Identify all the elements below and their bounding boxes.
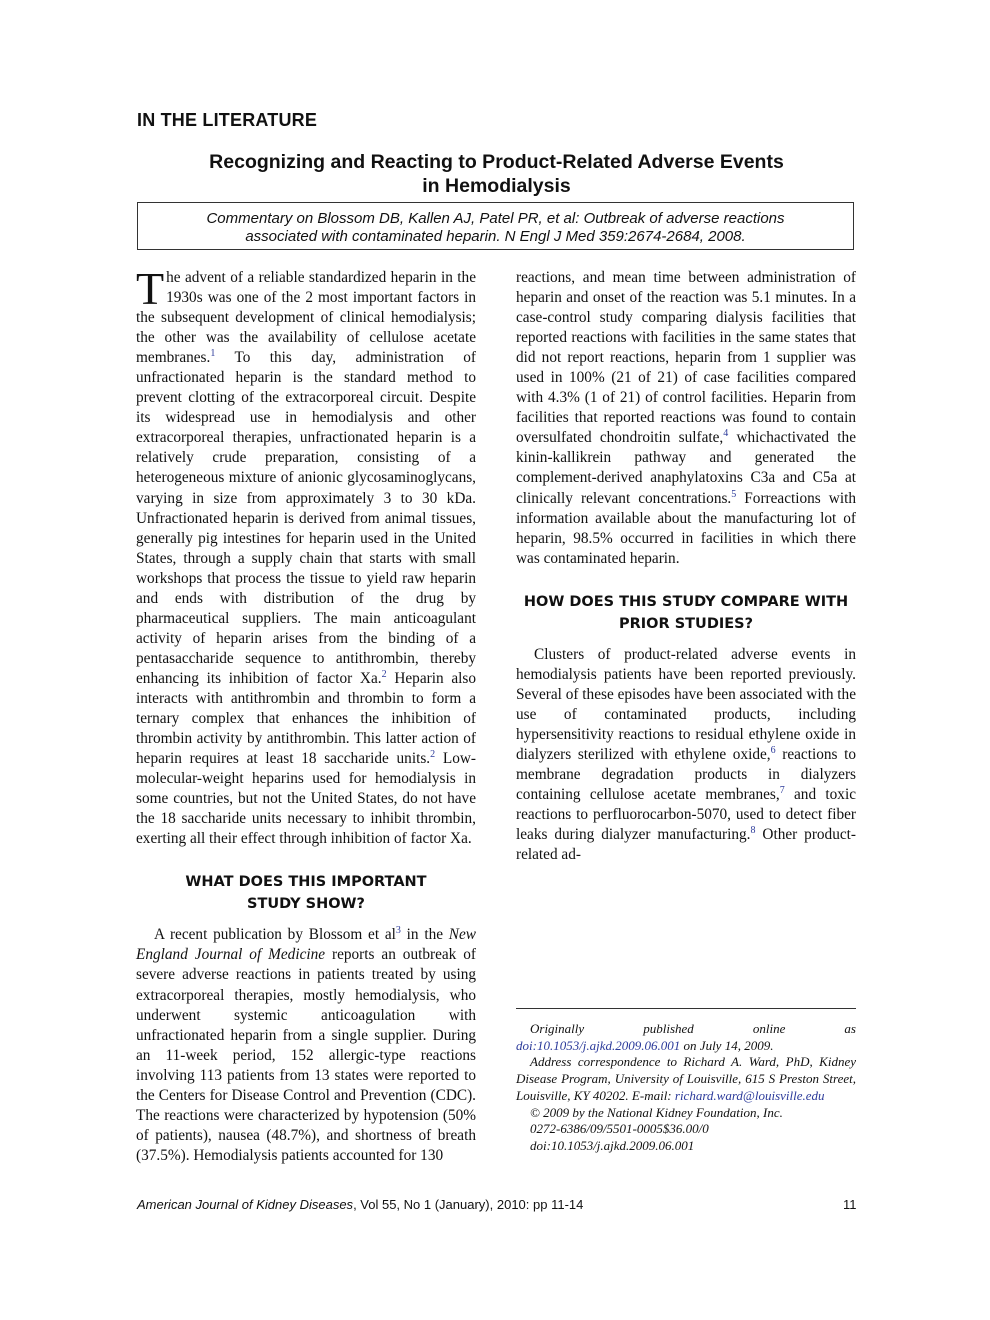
text-run: A recent publication by Blossom et al [154, 926, 396, 944]
text-run: Other product-related ad- [516, 826, 856, 864]
text-run: reactions, and mean time between administration of heparin and onset of the reaction was 5.1 minutes. In a case-control study comparing dialysis facilities that reported reactions with facilities in the same states that did not report reactions, heparin from 1 supplier was used in 100% (21 of 21) of case facilities compared with 4.3% (1 of 21) of control facilities. Heparin from facilities that reported reactions was found to contain oversulfated chondroitin sulfate, [516, 269, 856, 447]
reference-3[interactable]: 3 [395, 925, 401, 937]
footnote-online [516, 1021, 856, 1054]
text-run: and toxic reactions to perfluorocarbon-5070, used to detect fiber leaks during dialyzer manufacturing. [516, 786, 856, 844]
heading-line-2: STUDY SHOW? [247, 896, 365, 913]
footer-citation [137, 1197, 583, 1212]
footnote-address [516, 1054, 856, 1104]
footnote-copyright: © 2009 by the National Kidney Foundation, Inc. [530, 1104, 783, 1120]
paragraph-study [136, 925, 476, 1166]
text-run: which [728, 429, 774, 447]
drop-cap: T [136, 263, 165, 314]
reference-7[interactable]: 7 [779, 785, 785, 797]
reference-8[interactable]: 8 [750, 825, 756, 837]
text-run: Originally published online as [530, 1021, 856, 1036]
footnote-doi: doi:10.1053/j.ajkd.2009.06.001 [530, 1137, 695, 1153]
reference-1[interactable]: 1 [210, 348, 216, 360]
commentary-line-2: associated with contaminated heparin. N Engl J Med 359:2674-2684, 2008. [245, 228, 746, 245]
heading-line-2: PRIOR STUDIES? [618, 615, 754, 632]
reference-2b[interactable]: 2 [430, 749, 436, 761]
section-label: IN THE LITERATURE [137, 110, 318, 130]
journal-name: New England Journal of Medicine [136, 926, 476, 964]
text-run: Heparin also interacts with antithrombin and thrombin to form a ternary complex that enhances the inhibition of thrombin activity by antithrombin. This latter action of heparin requires at least 18 saccharide units. [136, 669, 476, 768]
text-run: Address correspondence to Richard A. Ward, PhD, Kidney Disease Program, University of Louisville, 615 S Preston Street, Louisville, KY 40202. E-mail: [516, 1054, 856, 1103]
paragraph-intro [136, 263, 476, 849]
paragraph-prior-studies [516, 645, 856, 866]
text-run: Low-molecular-weight heparins used for hemodialysis in some countries, but not the United States, do not have the 18 saccharide units necessary to inhibit thrombin, exerting all their effect through inhibition of factor Xa. [136, 750, 476, 848]
article-title [137, 150, 856, 198]
reference-6[interactable]: 6 [770, 744, 776, 756]
footnote-divider [516, 1008, 856, 1009]
title-line-2: in Hemodialysis [422, 175, 571, 197]
text-run: activated the kinin-kallikrein pathway and generated the complement-derived anaphylatoxins C3a and C5a at clinically relevant concentrations. [516, 429, 856, 507]
page-number: 11 [843, 1197, 857, 1212]
text-run: Clusters of product-related adverse events in hemodialysis patients have been reported previously. Several of these episodes have been associated with the use of contaminated products, including hypersensitivity reactions to residual ethylene oxide in dialyzers sterilized with ethylene oxide, [516, 645, 856, 763]
reference-4[interactable]: 4 [723, 428, 729, 440]
text-run: in the [400, 926, 449, 944]
text-run: on July 14, 2009. [680, 1037, 774, 1053]
title-line-1: Recognizing and Reacting to Product-Related Adverse Events [209, 151, 784, 173]
reference-5[interactable]: 5 [731, 488, 737, 500]
footnote-issn: 0272-6386/09/5501-0005$36.00/0 [530, 1121, 709, 1137]
text-run: reactions with information available about the manufacturing lot of heparin, 98.5% occurred in facilities in which there was contaminated heparin. [516, 489, 856, 567]
doi-link[interactable]: doi:10.1053/j.ajkd.2009.06.001 [516, 1037, 681, 1053]
email-link[interactable]: richard.ward@louisville.edu [674, 1087, 825, 1103]
heading-line-1: WHAT DOES THIS IMPORTANT [185, 874, 427, 891]
text-run: reactions to membrane degradation products in dialyzers containing cellulose acetate membranes, [516, 745, 856, 804]
footnotes [516, 1021, 856, 1155]
section-heading-study-show [136, 871, 476, 915]
text-run: reports an outbreak of severe adverse reactions in patients treated by using extracorporeal therapies, mostly hemodialysis, who underwent systemic anticoagulation with unfractionated heparin from a single supplier. During an 11-week period, 152 allergic-type reactions involving 113 patients from 13 states were reported to the Centers for Disease Control and Prevention (CDC). The reactions were characterized by hypotension (50% of patients), nausea (48.7%), and shortness of breath (37.5%). Hemodialysis patients accounted for 130 [136, 946, 476, 1164]
left-column [136, 263, 476, 1166]
text-run: he advent of a reliable standardized heparin in the 1930s was one of the 2 most important factors in the subsequent development of clinical hemodialysis; the other was the availability of cellulose acetate membranes. [136, 269, 476, 367]
paragraph-study-continued [516, 268, 856, 569]
commentary-box [137, 202, 854, 250]
text-run: For [736, 489, 766, 507]
right-column [516, 268, 856, 865]
section-heading-compare [516, 591, 856, 635]
heading-line-1: HOW DOES THIS STUDY COMPARE WITH [523, 593, 849, 610]
text-run: To this day, administration of unfractionated heparin is the standard method to prevent clotting of the extracorporeal circuit. Despite its widespread use in hemodialysis and other extracorporeal therapies, unfractionated heparin is a relatively crude preparation, consisting of a heterogeneous mixture of anionic glycosaminoglycans, varying in size from approximately 3 to 30 kDa. Unfractionated heparin is derived from animal tissues, generally pig intestines for heparin used in the United States, through a supply chain that starts with small workshops that process the tissue to yield raw heparin and ends with distribution of the drug by pharmaceutical suppliers. The main anticoagulant activity of heparin arises from the binding of a pentasaccharide sequence to antithrombin, thereby enhancing its inhibition of factor Xa. [136, 349, 476, 687]
reference-2[interactable]: 2 [381, 668, 387, 680]
text-run: , Vol 55, No 1 (January), 2010: pp 11-14 [353, 1197, 584, 1212]
footer-journal-name: American Journal of Kidney Diseases [137, 1197, 354, 1212]
commentary-line-1: Commentary on Blossom DB, Kallen AJ, Patel PR, et al: Outbreak of adverse reactions [206, 210, 785, 227]
